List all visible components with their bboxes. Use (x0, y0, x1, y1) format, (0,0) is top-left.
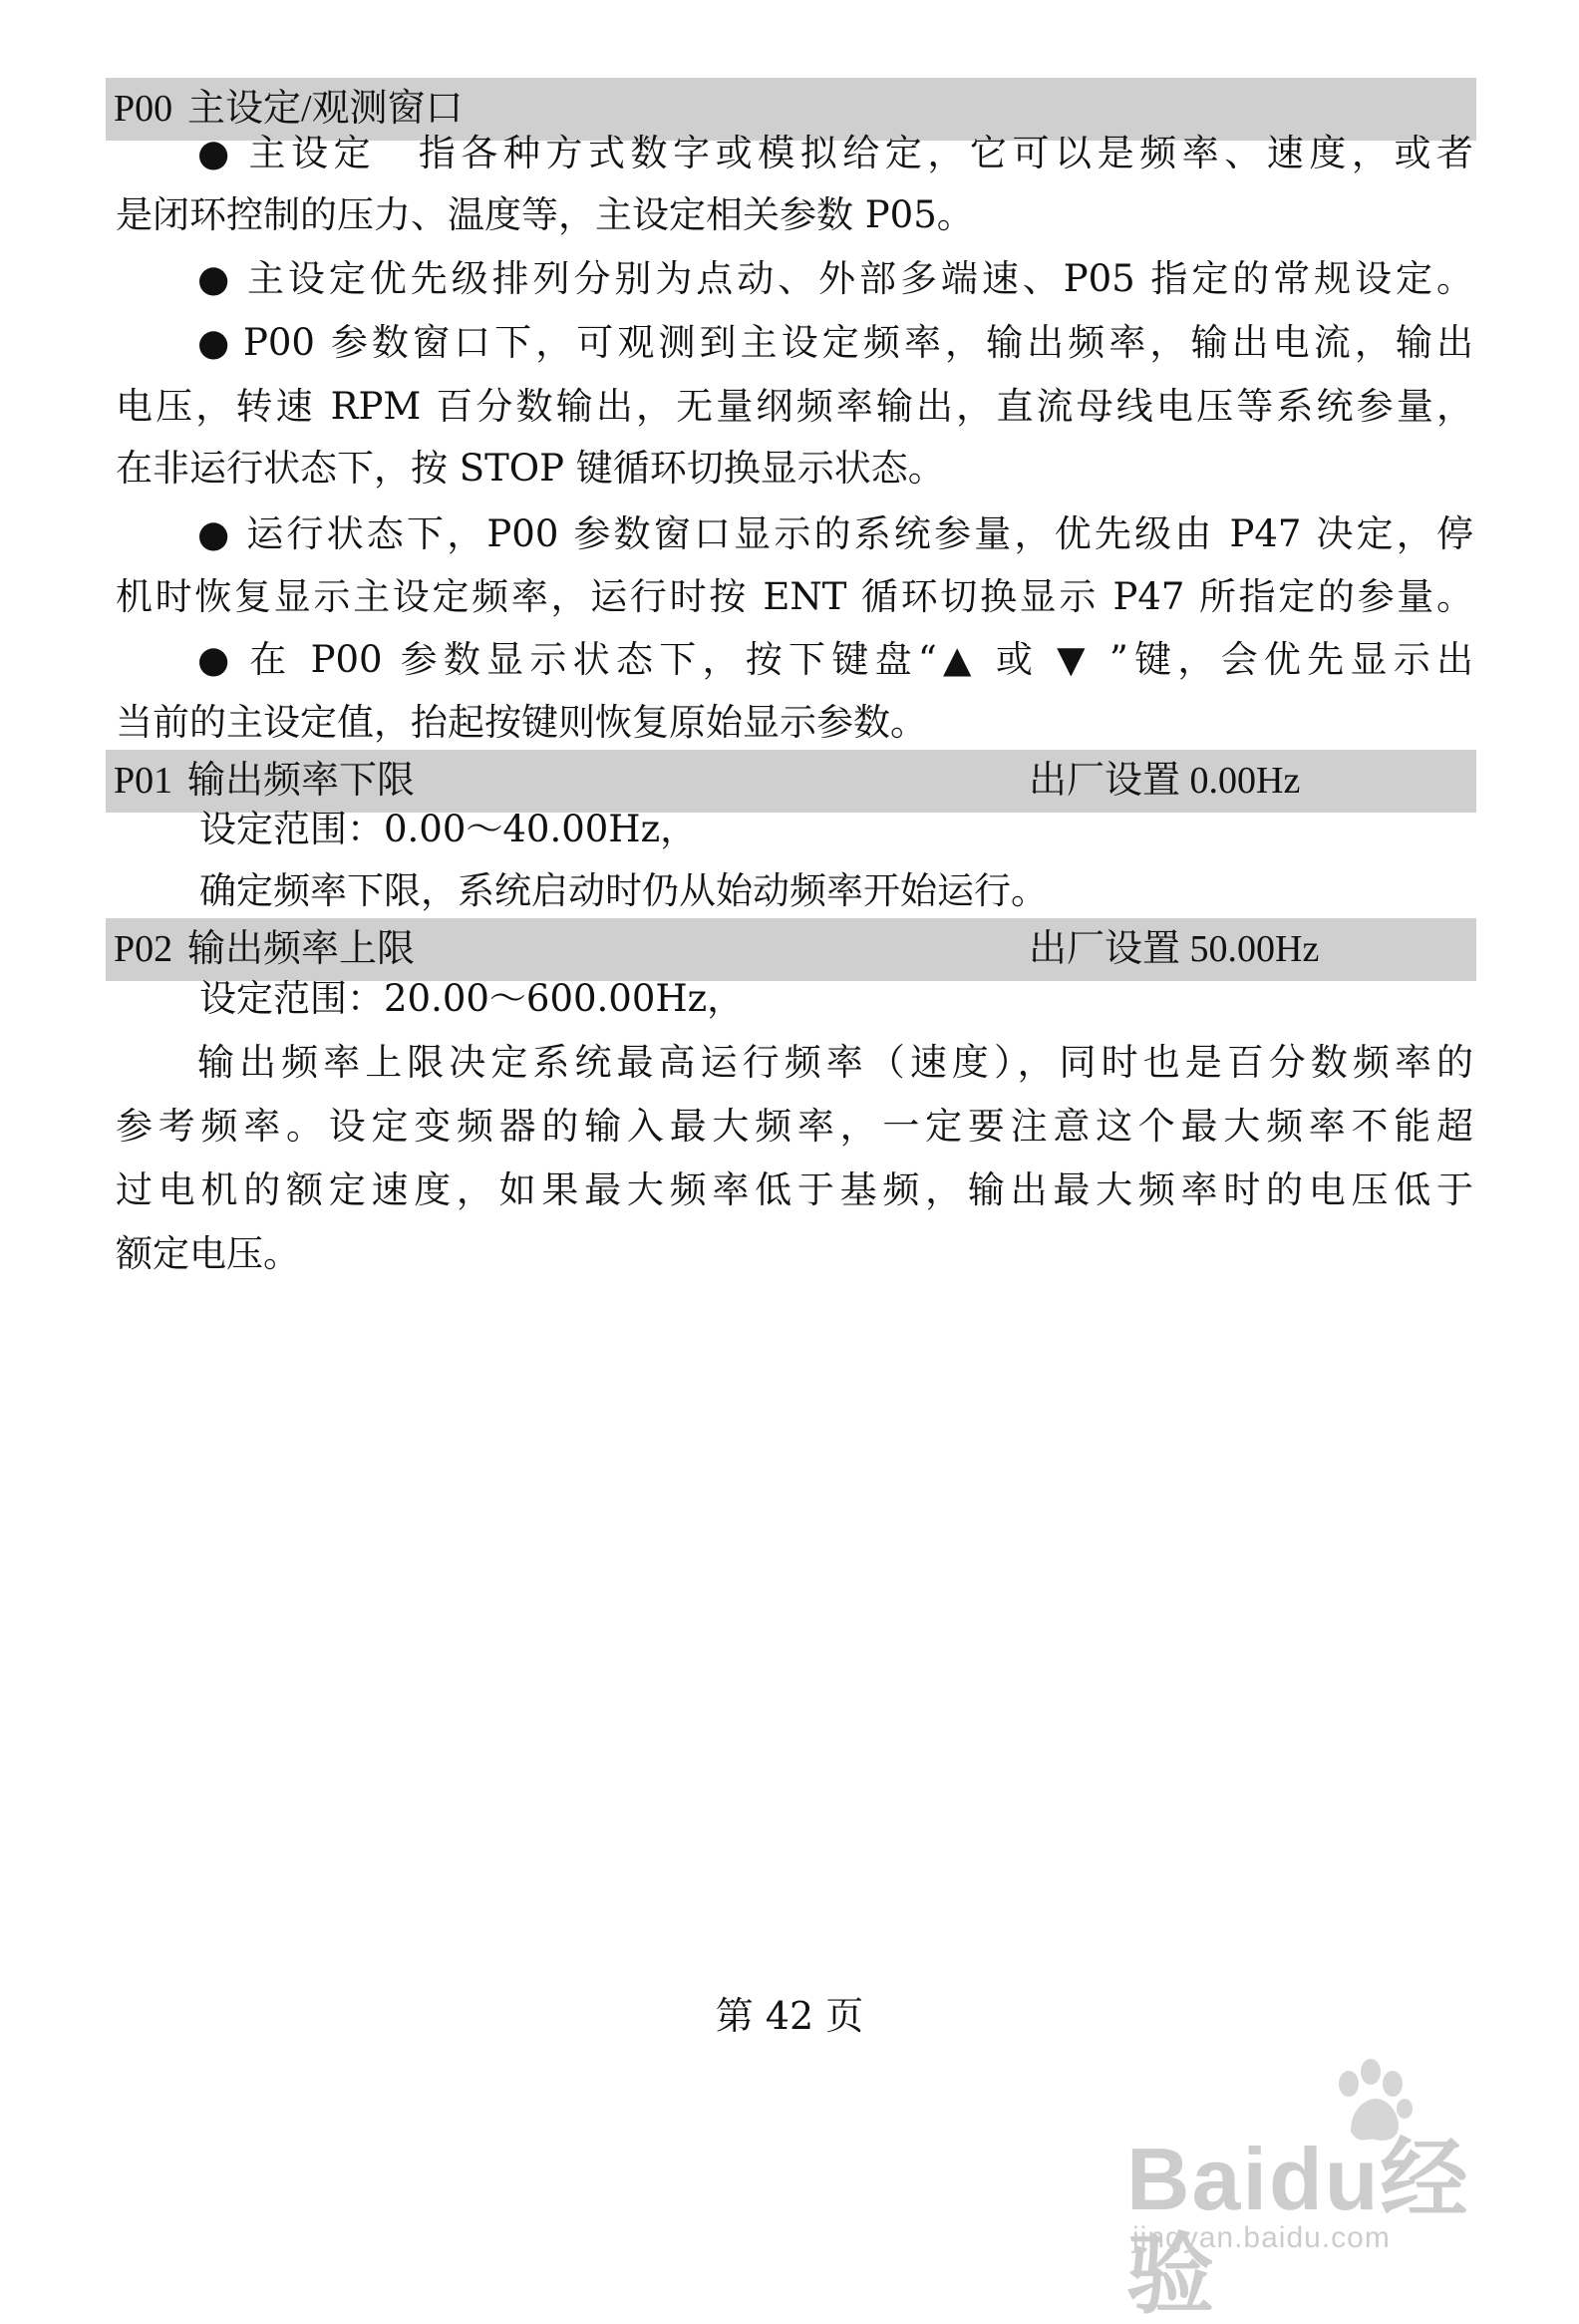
param-code: P01 (114, 760, 173, 802)
paragraph-line: 参考频率。设定变频器的输入最大频率，一定要注意这个最大频率不能超 (116, 1105, 1473, 1148)
paragraph-line: ● 主设定优先级排列分别为点动、外部多端速、P05 指定的常规设定。 (197, 255, 1473, 303)
bullet-icon: ● (197, 257, 230, 300)
param-title: 主设定/观测窗口 (187, 88, 464, 130)
page-number: 第 42 页 (715, 1994, 864, 2038)
paragraph-line: 是闭环控制的压力、温度等，主设定相关参数 P05。 (116, 193, 974, 236)
paragraph-line: 电压，转速 RPM 百分数输出，无量纲频率输出，直流母线电压等系统参量， (116, 385, 1473, 428)
paragraph-line: ● 在 P00 参数显示状态下，按下键盘“▲ 或 ▼ ”键，会优先显示出 (197, 636, 1473, 684)
paragraph-line: 确定频率下限，系统启动时仍从始动频率开始运行。 (199, 869, 1048, 912)
param-title: 输出频率上限 (187, 928, 416, 970)
param-code: P02 (114, 928, 173, 970)
section-header-p02 (106, 918, 1476, 981)
bullet-icon: ● (197, 321, 230, 364)
watermark-brand: Baidu经验 (1126, 2130, 1470, 2324)
setting-range: 设定范围：20.00～600.00Hz， (199, 977, 745, 1020)
paragraph-line: 当前的主设定值，抬起按键则恢复原始显示参数。 (116, 701, 927, 744)
bullet-icon: ● (197, 512, 230, 555)
param-code: P00 (114, 88, 173, 130)
param-title: 输出频率下限 (187, 760, 416, 802)
paragraph-line: 机时恢复显示主设定频率，运行时按 ENT 循环切换显示 P47 所指定的参量。 (116, 575, 1473, 618)
paragraph-line: ● 运行状态下，P00 参数窗口显示的系统参量，优先级由 P47 决定，停 (197, 510, 1473, 558)
factory-default: 出厂设置 0.00Hz (1029, 760, 1301, 802)
paragraph-line: 过电机的额定速度，如果最大频率低于基频，输出最大频率时的电压低于 (116, 1168, 1473, 1211)
paragraph-line: 在非运行状态下，按 STOP 键循环切换显示状态。 (116, 447, 945, 490)
factory-default: 出厂设置 50.00Hz (1029, 928, 1320, 970)
paragraph-line: 输出频率上限决定系统最高运行频率（速度），同时也是百分数频率的 (197, 1041, 1473, 1084)
setting-range: 设定范围：0.00～40.00Hz， (199, 808, 698, 850)
paragraph-line: ● P00 参数窗口下，可观测到主设定频率，输出频率，输出电流，输出 (197, 319, 1473, 367)
section-header-p01 (106, 750, 1476, 813)
watermark (1126, 2054, 1505, 2324)
bullet-icon: ● (197, 132, 230, 174)
paragraph-line: ● 主设定 指各种方式数字或模拟给定，它可以是频率、速度，或者 (197, 130, 1473, 177)
bullet-icon: ● (197, 638, 230, 681)
watermark-site: jingyan.baidu.com (1132, 2221, 1391, 2254)
paragraph-line: 额定电压。 (116, 1232, 300, 1275)
